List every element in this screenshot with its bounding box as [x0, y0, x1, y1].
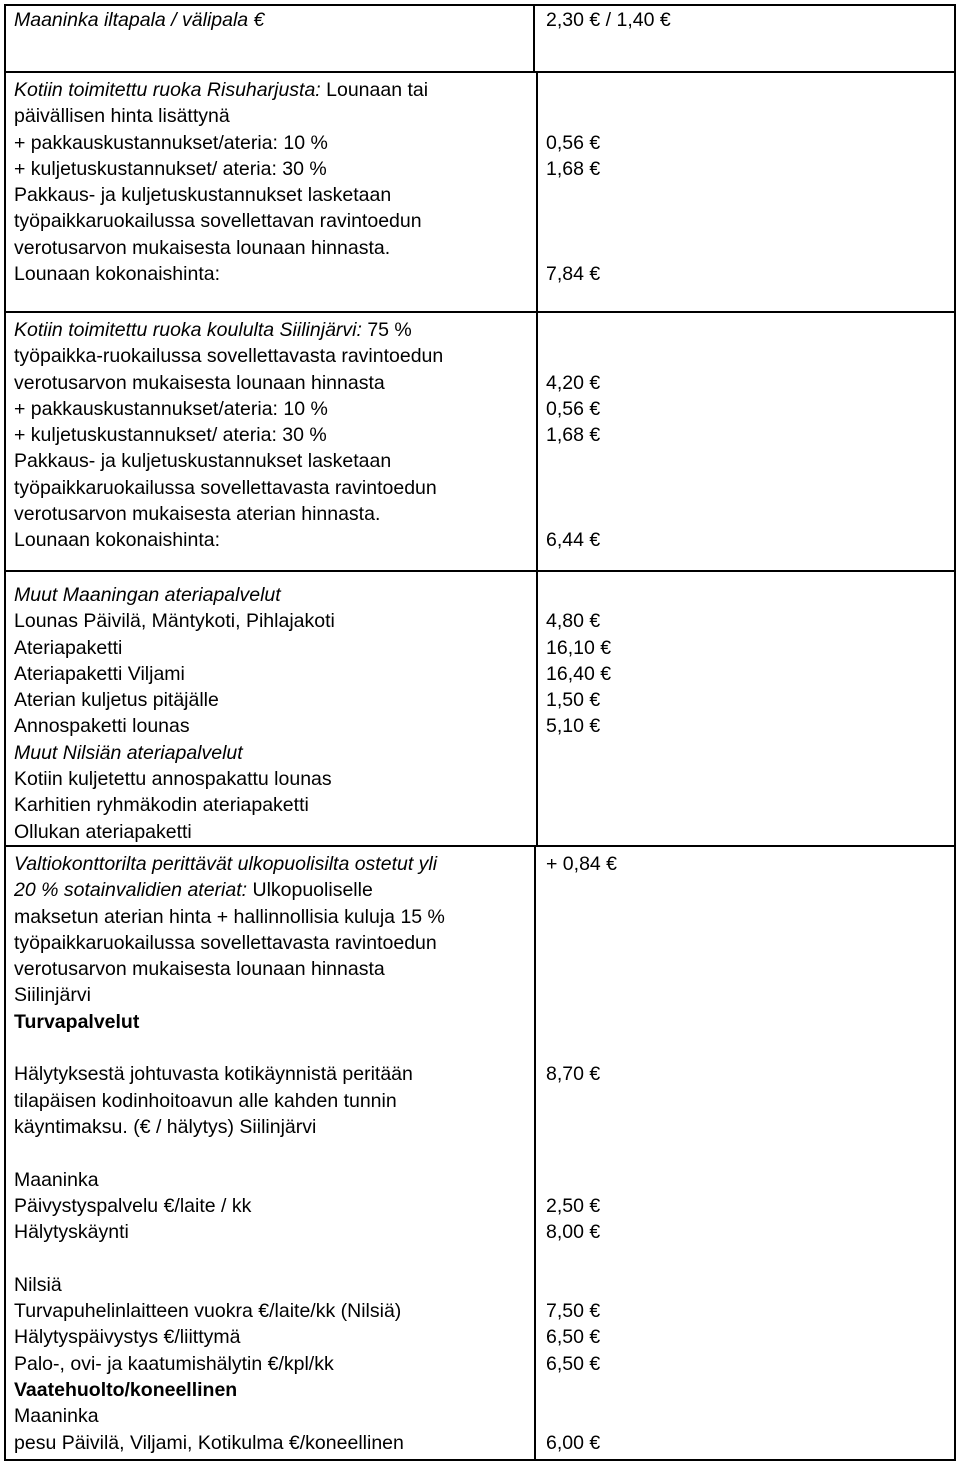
list-item-price: 5,10 €: [546, 715, 601, 738]
risuharju-title: Kotiin toimitettu ruoka Risuharjusta:: [14, 79, 321, 101]
total-label: Lounaan kokonaishinta:: [14, 529, 220, 552]
row-divider-3: [4, 570, 955, 572]
text-line: verotusarvon mukaisesta lounaan hinnasta: [14, 958, 385, 981]
delivery-price: 1,68 €: [546, 157, 601, 180]
list-item: Lounas Päivilä, Mäntykoti, Pihlajakoti: [14, 610, 335, 633]
veteran-meals-title: Valtiokonttorilta perittävät ulkopuolisilta ostetut yli: [14, 853, 438, 875]
list-item-price: 6,50 €: [546, 1326, 601, 1349]
total-price: 6,44 €: [546, 529, 601, 552]
evening-snack-price: 2,30 € / 1,40 €: [546, 9, 671, 31]
table-border-top: [4, 4, 955, 6]
row4-left-cell: [14, 582, 534, 845]
list-item: Päivystyspalvelu €/laite / kk: [14, 1194, 252, 1217]
row-divider-2: [4, 311, 955, 313]
list-item: Ollukan ateriapaketti: [14, 820, 192, 843]
school-title-rest: 75 %: [361, 319, 412, 341]
text-line: Pakkaus- ja kuljetuskustannukset lasketaan: [14, 450, 392, 473]
total-price: 7,84 €: [546, 263, 601, 286]
maaninka-meals-heading: Muut Maaningan ateriapalvelut: [14, 584, 281, 606]
row-divider-1: [4, 71, 955, 73]
veteran-meals-title-line2: [14, 877, 534, 903]
text-line: työpaikkaruokailussa sovellettavasta ravintoedun: [14, 931, 437, 954]
list-item: Ateriapaketti Viljami: [14, 662, 185, 685]
list-item: pesu Päivilä, Viljami, Kotikulma €/koneellinen: [14, 1431, 404, 1454]
list-item-price: 8,00 €: [546, 1221, 601, 1244]
row3-left-cell: [14, 317, 534, 554]
column-divider-rows2-4: [536, 71, 538, 847]
row4-right-cell: [546, 582, 946, 740]
list-item: Annospaketti lounas: [14, 715, 190, 738]
text-line: + kuljetuskustannukset/ ateria: 30 %: [14, 157, 327, 180]
text-line: käyntimaksu. (€ / hälytys) Siilinjärvi: [14, 1115, 317, 1138]
veteran-meals-text: Ulkopuoliselle: [247, 879, 373, 902]
evening-snack-label: Maaninka iltapala / välipala €: [14, 9, 265, 31]
risuharju-title-line: [14, 77, 534, 103]
row5-left-cell: [14, 851, 534, 1456]
row1-left-cell: [14, 7, 534, 33]
text-line: Hälytyksestä johtuvasta kotikäynnistä peritään: [14, 1063, 413, 1086]
list-item-price: 2,50 €: [546, 1194, 601, 1217]
table-border-bottom: [4, 1459, 955, 1461]
alarm-visit-price: 8,70 €: [546, 1063, 601, 1086]
list-item: Hälytyspäivystys €/liittymä: [14, 1326, 241, 1349]
packaging-price: 0,56 €: [546, 397, 601, 420]
row2-left-cell: [14, 77, 534, 287]
row3-right-cell: [546, 317, 946, 554]
text-line: tilapäisen kodinhoitoavun alle kahden tunnin: [14, 1089, 397, 1112]
list-item: Karhitien ryhmäkodin ateriapaketti: [14, 794, 309, 817]
list-item-price: 4,80 €: [546, 610, 601, 633]
packaging-price: 0,56 €: [546, 131, 601, 154]
text-line: työpaikkaruokailussa sovellettavan ravintoedun: [14, 210, 422, 233]
text-line: Siilinjärvi: [14, 984, 91, 1007]
place-label: Maaninka: [14, 1168, 99, 1191]
list-item-price: 7,50 €: [546, 1300, 601, 1323]
list-item: Aterian kuljetus pitäjälle: [14, 689, 219, 712]
text-line: Pakkaus- ja kuljetuskustannukset lasketaan: [14, 184, 392, 207]
delivery-price: 1,68 €: [546, 424, 601, 447]
list-item-price: 16,40 €: [546, 662, 612, 685]
risuharju-title-rest: Lounaan tai: [320, 79, 429, 101]
text-line: verotusarvon mukaisesta lounaan hinnasta.: [14, 236, 391, 259]
text-line: verotusarvon mukaisesta aterian hinnasta.: [14, 503, 381, 526]
text-line: verotusarvon mukaisesta lounaan hinnasta: [14, 371, 385, 394]
row5-right-cell: [546, 851, 946, 1456]
base-price: 4,20 €: [546, 371, 601, 394]
place-label: Nilsiä: [14, 1273, 62, 1296]
list-item-price: 1,50 €: [546, 689, 601, 712]
list-item: Kotiin kuljetettu annospakattu lounas: [14, 768, 332, 791]
column-divider-row5: [534, 845, 536, 1461]
row1-right-cell: [546, 7, 946, 33]
school-title-line: [14, 317, 534, 343]
text-line: työpaikka-ruokailussa sovellettavasta ravintoedun: [14, 345, 444, 368]
veteran-meals-title-cont: 20 % sotainvalidien ateriat:: [14, 879, 248, 902]
veteran-meal-price: + 0,84 €: [546, 853, 618, 875]
text-line: + kuljetuskustannukset/ ateria: 30 %: [14, 424, 327, 447]
school-title: Kotiin toimitettu ruoka koululta Siilinjärvi:: [14, 319, 362, 341]
list-item: Ateriapaketti: [14, 636, 123, 659]
row-divider-4: [4, 845, 955, 847]
nilsia-meals-heading: Muut Nilsiän ateriapalvelut: [14, 741, 243, 764]
table-border-right: [954, 4, 956, 1461]
list-item-price: 16,10 €: [546, 636, 612, 659]
place-label: Maaninka: [14, 1405, 99, 1428]
text-line: + pakkauskustannukset/ateria: 10 %: [14, 397, 328, 420]
text-line: työpaikkaruokailussa sovellettavasta ravintoedun: [14, 476, 437, 499]
row2-right-cell: [546, 77, 946, 287]
list-item-price: 6,50 €: [546, 1352, 601, 1375]
laundry-heading: Vaatehuolto/koneellinen: [14, 1378, 238, 1401]
total-label: Lounaan kokonaishinta:: [14, 263, 220, 286]
security-services-heading: Turvapalvelut: [14, 1010, 140, 1033]
list-item: Hälytyskäynti: [14, 1221, 129, 1244]
text-line: maksetun aterian hinta + hallinnollisia kuluja 15 %: [14, 905, 445, 928]
text-line: + pakkauskustannukset/ateria: 10 %: [14, 131, 328, 154]
list-item: Turvapuhelinlaitteen vuokra €/laite/kk (Nilsiä): [14, 1300, 402, 1323]
table-border-left: [4, 4, 6, 1461]
text-line: päivällisen hinta lisättynä: [14, 105, 230, 128]
list-item: Palo-, ovi- ja kaatumishälytin €/kpl/kk: [14, 1352, 334, 1375]
laundry-price: 6,00 €: [546, 1431, 601, 1454]
